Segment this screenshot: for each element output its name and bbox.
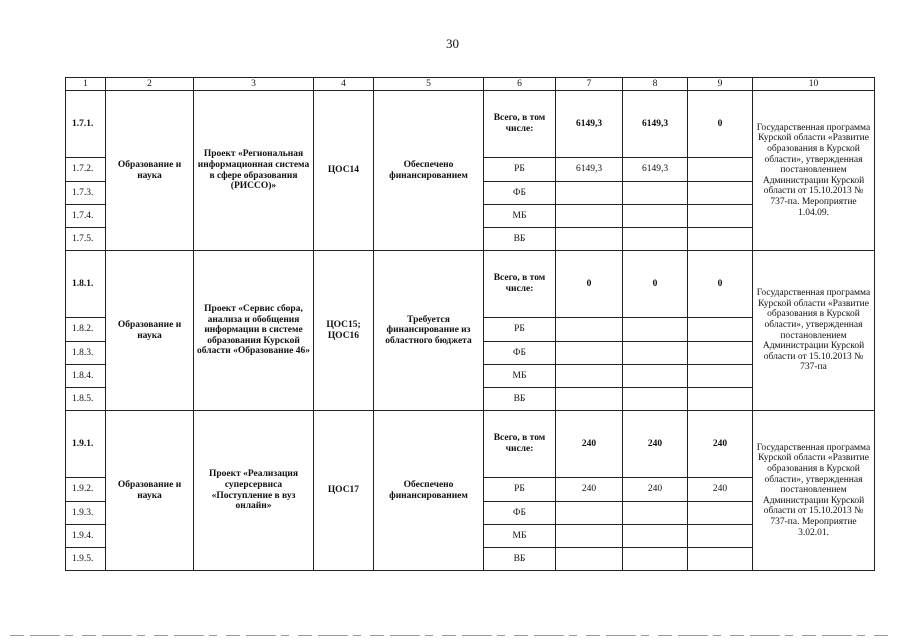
row-number: 1.8.1. <box>66 251 106 318</box>
sector-cell: Образование и наука <box>106 251 194 411</box>
row-number: 1.7.3. <box>66 182 106 205</box>
value-cell <box>556 525 623 548</box>
value-cell <box>688 502 753 525</box>
funding-status-cell: Обеспечено финансированием <box>374 411 484 571</box>
value-cell <box>623 228 688 251</box>
value-cell: 240 <box>556 411 623 478</box>
row-number: 1.8.4. <box>66 365 106 388</box>
value-cell <box>556 205 623 228</box>
value-cell: 240 <box>688 411 753 478</box>
value-cell <box>688 388 753 411</box>
table-row <box>66 251 875 318</box>
funding-source-cell: МБ <box>484 365 556 388</box>
header-cell: 9 <box>688 78 753 91</box>
value-cell <box>688 525 753 548</box>
row-number: 1.9.5. <box>66 548 106 571</box>
header-cell: 10 <box>753 78 875 91</box>
funding-source-cell: Всего, в том числе: <box>484 411 556 478</box>
program-note-cell: Государственная программа Курской области «Развитие образования в Курской области», утвержденная постановлением Администрации Курской области от 15.10.2013 № 737-па. Мероприятие 1.04.09. <box>753 91 875 251</box>
header-cell: 7 <box>556 78 623 91</box>
value-cell <box>688 182 753 205</box>
sector-cell: Образование и наука <box>106 411 194 571</box>
code-cell: ЦОС17 <box>314 411 374 571</box>
value-cell: 240 <box>623 411 688 478</box>
funding-status-cell: Требуется финансирование из областного бюджета <box>374 251 484 411</box>
value-cell: 0 <box>623 251 688 318</box>
value-cell <box>556 365 623 388</box>
value-cell <box>556 502 623 525</box>
header-cell: 3 <box>194 78 314 91</box>
value-cell: 6149,3 <box>556 158 623 182</box>
row-number: 1.8.3. <box>66 342 106 365</box>
row-number: 1.7.1. <box>66 91 106 158</box>
value-cell <box>688 205 753 228</box>
header-cell: 5 <box>374 78 484 91</box>
budget-table <box>65 77 875 571</box>
funding-source-cell: Всего, в том числе: <box>484 91 556 158</box>
value-cell <box>623 525 688 548</box>
value-cell <box>688 228 753 251</box>
value-cell: 6149,3 <box>623 91 688 158</box>
value-cell <box>623 318 688 342</box>
row-number: 1.7.5. <box>66 228 106 251</box>
funding-source-cell: ВБ <box>484 388 556 411</box>
value-cell: 240 <box>556 478 623 502</box>
value-cell <box>623 182 688 205</box>
row-number: 1.9.2. <box>66 478 106 502</box>
program-note-cell: Государственная программа Курской области «Развитие образования в Курской области», утвержденная постановлением Администрации Курской области от 15.10.2013 № 737-па. Мероприятие 3.02.01. <box>753 411 875 571</box>
table-row <box>66 91 875 158</box>
value-cell <box>623 548 688 571</box>
funding-source-cell: РБ <box>484 318 556 342</box>
funding-source-cell: РБ <box>484 158 556 182</box>
funding-source-cell: ВБ <box>484 228 556 251</box>
header-cell: 1 <box>66 78 106 91</box>
value-cell: 6149,3 <box>556 91 623 158</box>
value-cell: 0 <box>688 251 753 318</box>
value-cell: 0 <box>556 251 623 318</box>
funding-source-cell: ФБ <box>484 182 556 205</box>
header-cell: 8 <box>623 78 688 91</box>
page-number: 30 <box>446 36 459 51</box>
project-cell: Проект «Сервис сбора, анализа и обобщения информации в системе образования Курской области «Образование 46» <box>194 251 314 411</box>
value-cell <box>688 158 753 182</box>
funding-source-cell: ВБ <box>484 548 556 571</box>
funding-source-cell: ФБ <box>484 342 556 365</box>
table-row <box>66 411 875 478</box>
value-cell: 0 <box>688 91 753 158</box>
value-cell: 240 <box>623 478 688 502</box>
value-cell <box>623 365 688 388</box>
header-cell: 2 <box>106 78 194 91</box>
funding-status-cell: Обеспечено финансированием <box>374 91 484 251</box>
funding-source-cell: МБ <box>484 205 556 228</box>
value-cell <box>556 318 623 342</box>
value-cell <box>688 548 753 571</box>
value-cell <box>623 388 688 411</box>
project-cell: Проект «Реализация суперсервиса «Поступление в вуз онлайн» <box>194 411 314 571</box>
row-number: 1.9.1. <box>66 411 106 478</box>
value-cell <box>556 342 623 365</box>
sector-cell: Образование и наука <box>106 91 194 251</box>
value-cell <box>623 502 688 525</box>
row-number: 1.7.2. <box>66 158 106 182</box>
header-row <box>66 78 875 91</box>
row-number: 1.7.4. <box>66 205 106 228</box>
row-number: 1.9.4. <box>66 525 106 548</box>
value-cell <box>688 342 753 365</box>
code-cell: ЦОС14 <box>314 91 374 251</box>
value-cell <box>623 342 688 365</box>
program-note-cell: Государственная программа Курской области «Развитие образования в Курской области», утвержденная постановлением Администрации Курской области от 15.10.2013 № 737-па <box>753 251 875 411</box>
code-cell: ЦОС15; ЦОС16 <box>314 251 374 411</box>
value-cell <box>556 388 623 411</box>
funding-source-cell: МБ <box>484 525 556 548</box>
header-cell: 4 <box>314 78 374 91</box>
funding-source-cell: Всего, в том числе: <box>484 251 556 318</box>
value-cell <box>556 548 623 571</box>
row-number: 1.9.3. <box>66 502 106 525</box>
scan-artifact-dashes <box>10 634 890 637</box>
header-cell: 6 <box>484 78 556 91</box>
value-cell <box>556 228 623 251</box>
funding-source-cell: РБ <box>484 478 556 502</box>
value-cell <box>556 182 623 205</box>
value-cell <box>688 365 753 388</box>
project-cell: Проект «Региональная информационная система в сфере образования (РИССО)» <box>194 91 314 251</box>
value-cell: 6149,3 <box>623 158 688 182</box>
row-number: 1.8.2. <box>66 318 106 342</box>
value-cell: 240 <box>688 478 753 502</box>
funding-source-cell: ФБ <box>484 502 556 525</box>
value-cell <box>688 318 753 342</box>
value-cell <box>623 205 688 228</box>
row-number: 1.8.5. <box>66 388 106 411</box>
